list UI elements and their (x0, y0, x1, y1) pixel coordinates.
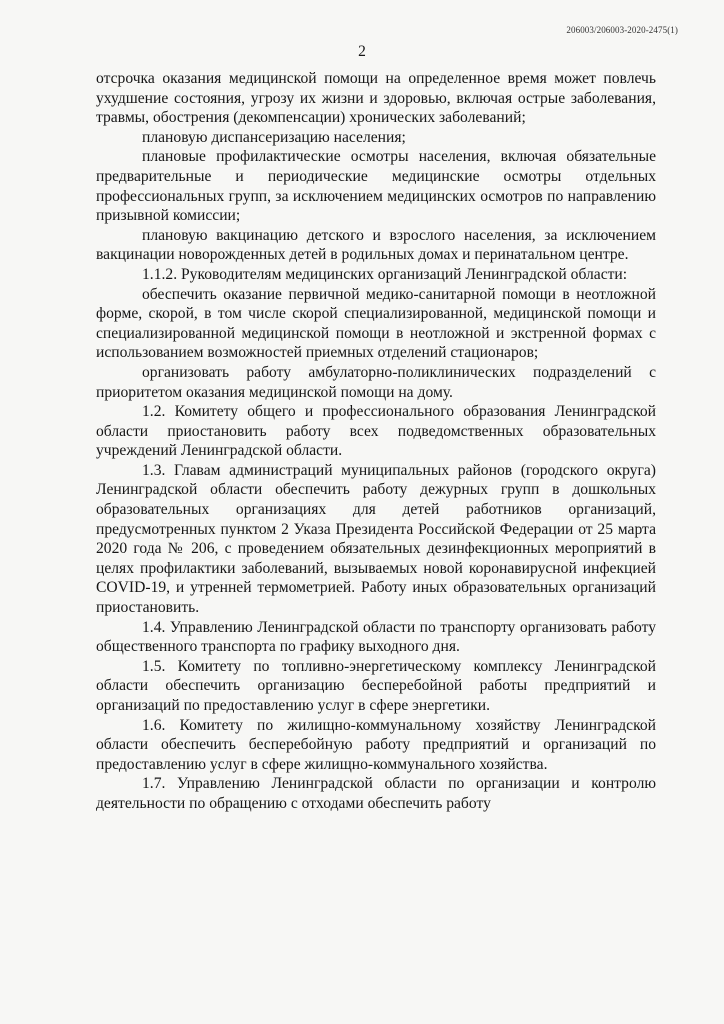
paragraph: 1.2. Комитету общего и профессионального образования Ленинградской области приостановить работу всех подведомственных образовательных учреждений Ленинградской области. (96, 403, 656, 460)
paragraph: 1.7. Управлению Ленинградской области по организации и контролю деятельности по обращению с отходами обеспечить работу (96, 775, 656, 812)
document-id: 206003/206003-2020-2475(1) (566, 25, 678, 35)
paragraph: обеспечить оказание первичной медико-санитарной помощи в неотложной форме, скорой, в том числе скорой специализированной, медицинской помощи и специализированной медицинской помощи в неотложной и экстренной формах с использованием возможностей приемных отделений стационаров; (96, 285, 656, 362)
paragraph: 1.5. Комитету по топливно-энергетическому комплексу Ленинградской области обеспечить организацию бесперебойной работы предприятий и организаций по предоставлению услуг в сфере энергетики. (96, 657, 656, 714)
document-body (96, 69, 656, 814)
paragraph: плановую вакцинацию детского и взрослого населения, за исключением вакцинации новорожденных детей в родильных домах и перинатальном центре. (96, 226, 656, 264)
paragraph: 1.3. Главам администраций муниципальных районов (городского округа) Ленинградской области обеспечить работу дежурных групп в дошкольных образовательных организациях для детей работников организаций, предусмотренных пунктом 2 Указа Президента Российской Федерации от 25 марта 2020 года № 206, с проведением обязательных дезинфекционных мероприятий в целях профилактики заболеваний, вызываемых новой коронавирусной инфекцией COVID-19, и утренней термометрией. Работу иных образовательных организаций приостановить. (96, 461, 656, 617)
paragraph: 1.1.2. Руководителям медицинских организаций Ленинградской области: (142, 265, 628, 283)
paragraph: 1.4. Управлению Ленинградской области по транспорту организовать работу общественного транспорта по графику выходного дня. (96, 618, 656, 656)
paragraph: организовать работу амбулаторно-поликлинических подразделений с приоритетом оказания медицинской помощи на дому. (96, 363, 656, 401)
paragraph: отсрочка оказания медицинской помощи на определенное время может повлечь ухудшение состояния, угрозу их жизни и здоровью, включая острые заболевания, травмы, обострения (декомпенсации) хронических заболеваний; (96, 70, 656, 127)
page-number: 2 (358, 43, 366, 60)
paragraph: плановые профилактические осмотры населения, включая обязательные предварительные и периодические медицинские осмотры отдельных профессиональных групп, за исключением медицинских осмотров по направлению призывной комиссии; (96, 148, 656, 225)
paragraph: плановую диспансеризацию населения; (142, 128, 406, 146)
paragraph: 1.6. Комитету по жилищно-коммунальному хозяйству Ленинградской области обеспечить бесперебойную работу предприятий и организаций по предоставлению услуг в сфере жилищно-коммунального хозяйства. (96, 716, 656, 773)
